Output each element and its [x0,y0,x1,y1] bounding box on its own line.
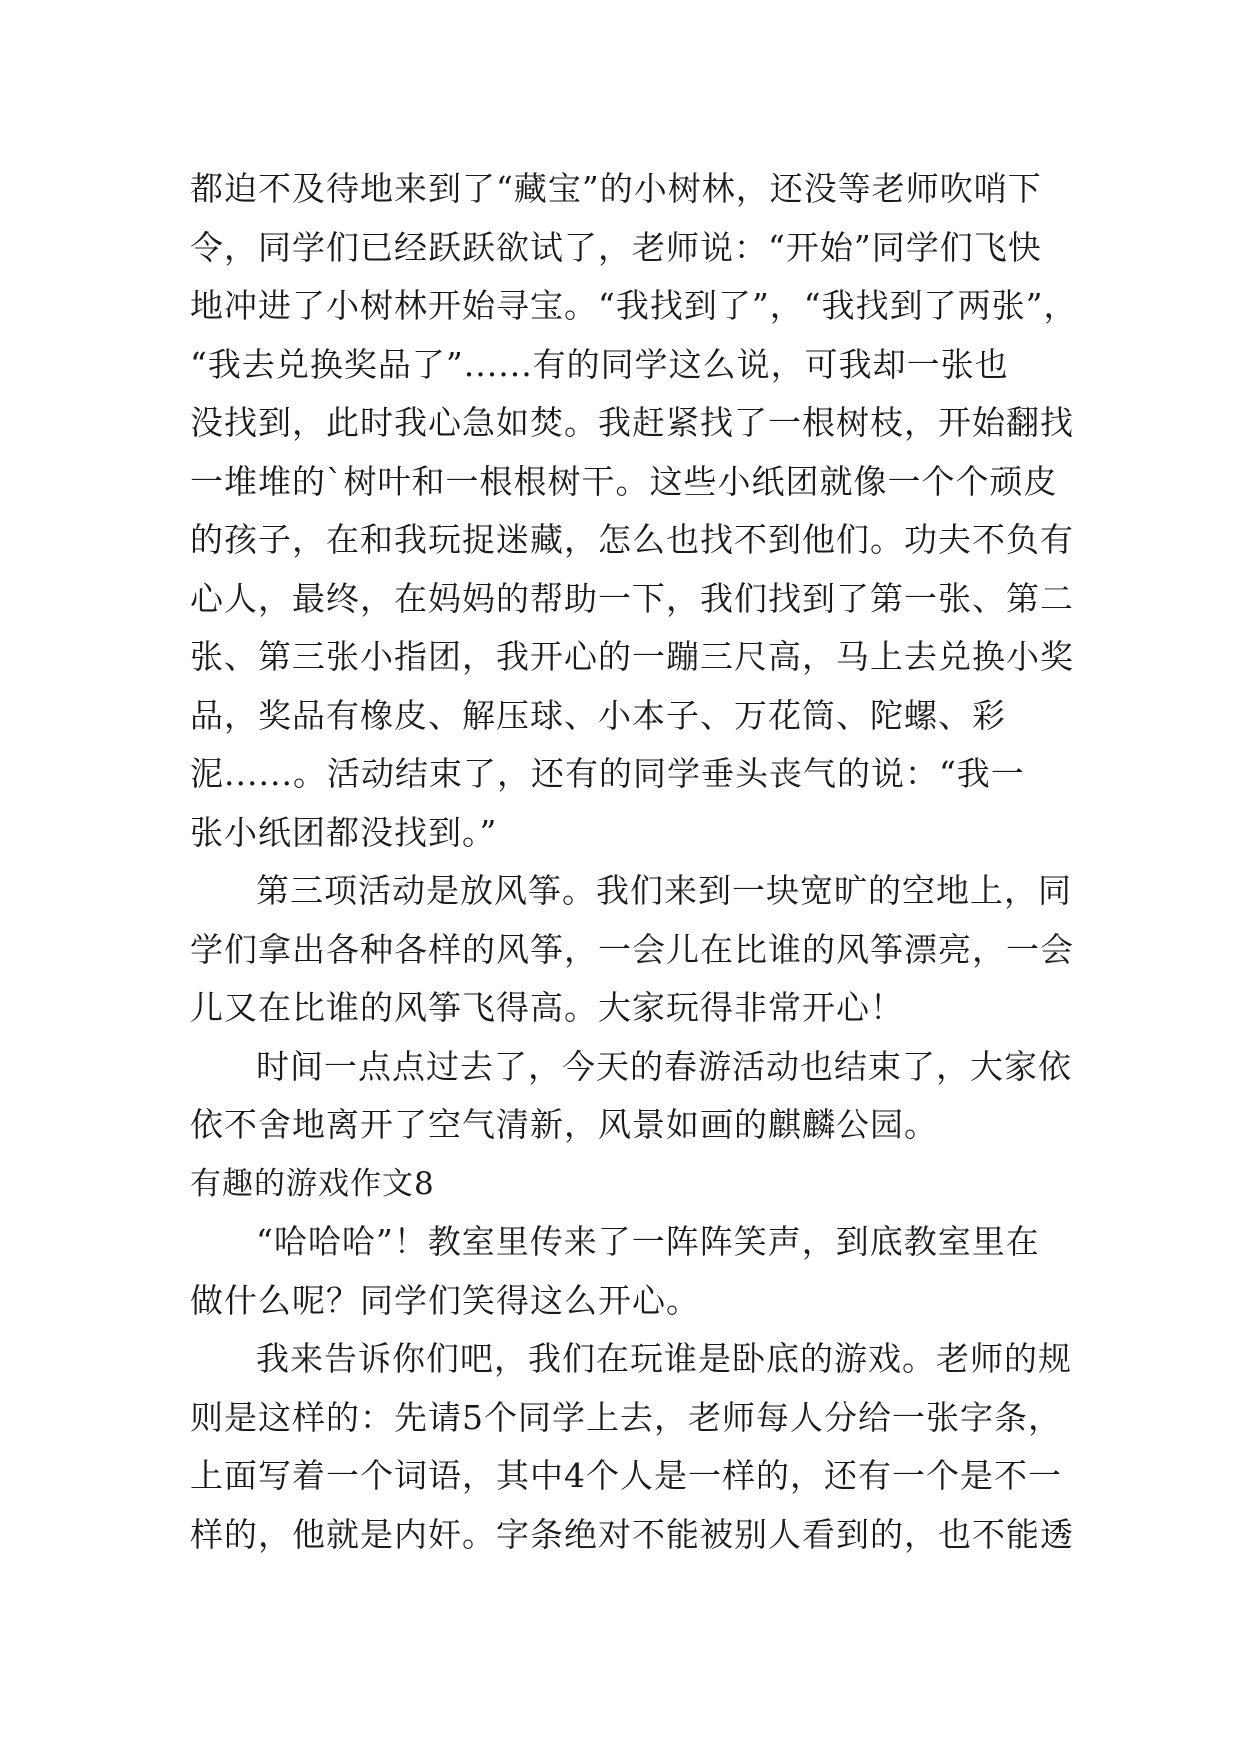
text-line: 上面写着一个词语，其中4个人是一样的，还有一个是不一 [190,1456,1062,1495]
text-line: 儿又在比谁的风筝飞得高。大家玩得非常开心！ [190,988,904,1027]
text-line: 都迫不及待地来到了“藏宝”的小树林，还没等老师吹哨下 [190,169,1042,208]
text-line: 则是这样的：先请5个同学上去，老师每人分给一张字条， [190,1397,1062,1437]
text-line: 学们拿出各种各样的风筝，一会儿在比谁的风筝漂亮，一会 [190,929,1074,969]
text-line: 我来告诉你们吧，我们在玩谁是卧底的游戏。老师的规 [256,1339,1072,1378]
text-line: 样的，他就是内奸。字条绝对不能被别人看到的，也不能透 [190,1514,1074,1554]
text-line: 心人，最终，在妈妈的帮助一下，我们找到了第一张、第二 [190,578,1074,618]
text-line: “哈哈哈”！教室里传来了一阵阵笑声，到底教室里在 [256,1222,1040,1261]
text-line: 做什么呢？同学们笑得这么开心。 [190,1280,700,1320]
document-body [190,160,1078,1564]
text-line: 令，同学们已经跃跃欲试了，老师说：“开始”同学们飞快 [190,227,1042,267]
text-line: 时间一点点过去了，今天的春游活动也结束了，大家依 [256,1046,1072,1086]
text-line: 张小纸团都没找到。” [190,812,498,852]
text-line: 的孩子，在和我玩捉迷藏，怎么也找不到他们。功夫不负有 [190,520,1074,559]
text-line: 没找到，此时我心急如焚。我赶紧找了一根树枝，开始翻找 [190,403,1074,442]
text-line: 地冲进了小树林开始寻宝。“我找到了”，“我找到了两张”， [190,286,1078,325]
text-line: 依不舍地离开了空气清新，风景如画的麒麟公园。 [190,1105,938,1144]
text-line: 一堆堆的`树叶和一根根树干。这些小纸团就像一个个顽皮 [190,461,1058,501]
text-line: “我去兑换奖品了”......有的同学这么说，可我却一张也 [190,344,1009,384]
text-line: 第三项活动是放风筝。我们来到一块宽旷的空地上，同 [256,871,1072,910]
text-line: 品，奖品有橡皮、解压球、小本子、万花筒、陀螺、彩 [190,695,1006,735]
section-heading: 有趣的游戏作文8 [190,1165,435,1202]
text-line: 泥......。活动结束了，还有的同学垂头丧气的说：“我一 [190,754,1025,793]
text-line: 张、第三张小指团，我开心的一蹦三尺高，马上去兑换小奖 [190,637,1074,676]
